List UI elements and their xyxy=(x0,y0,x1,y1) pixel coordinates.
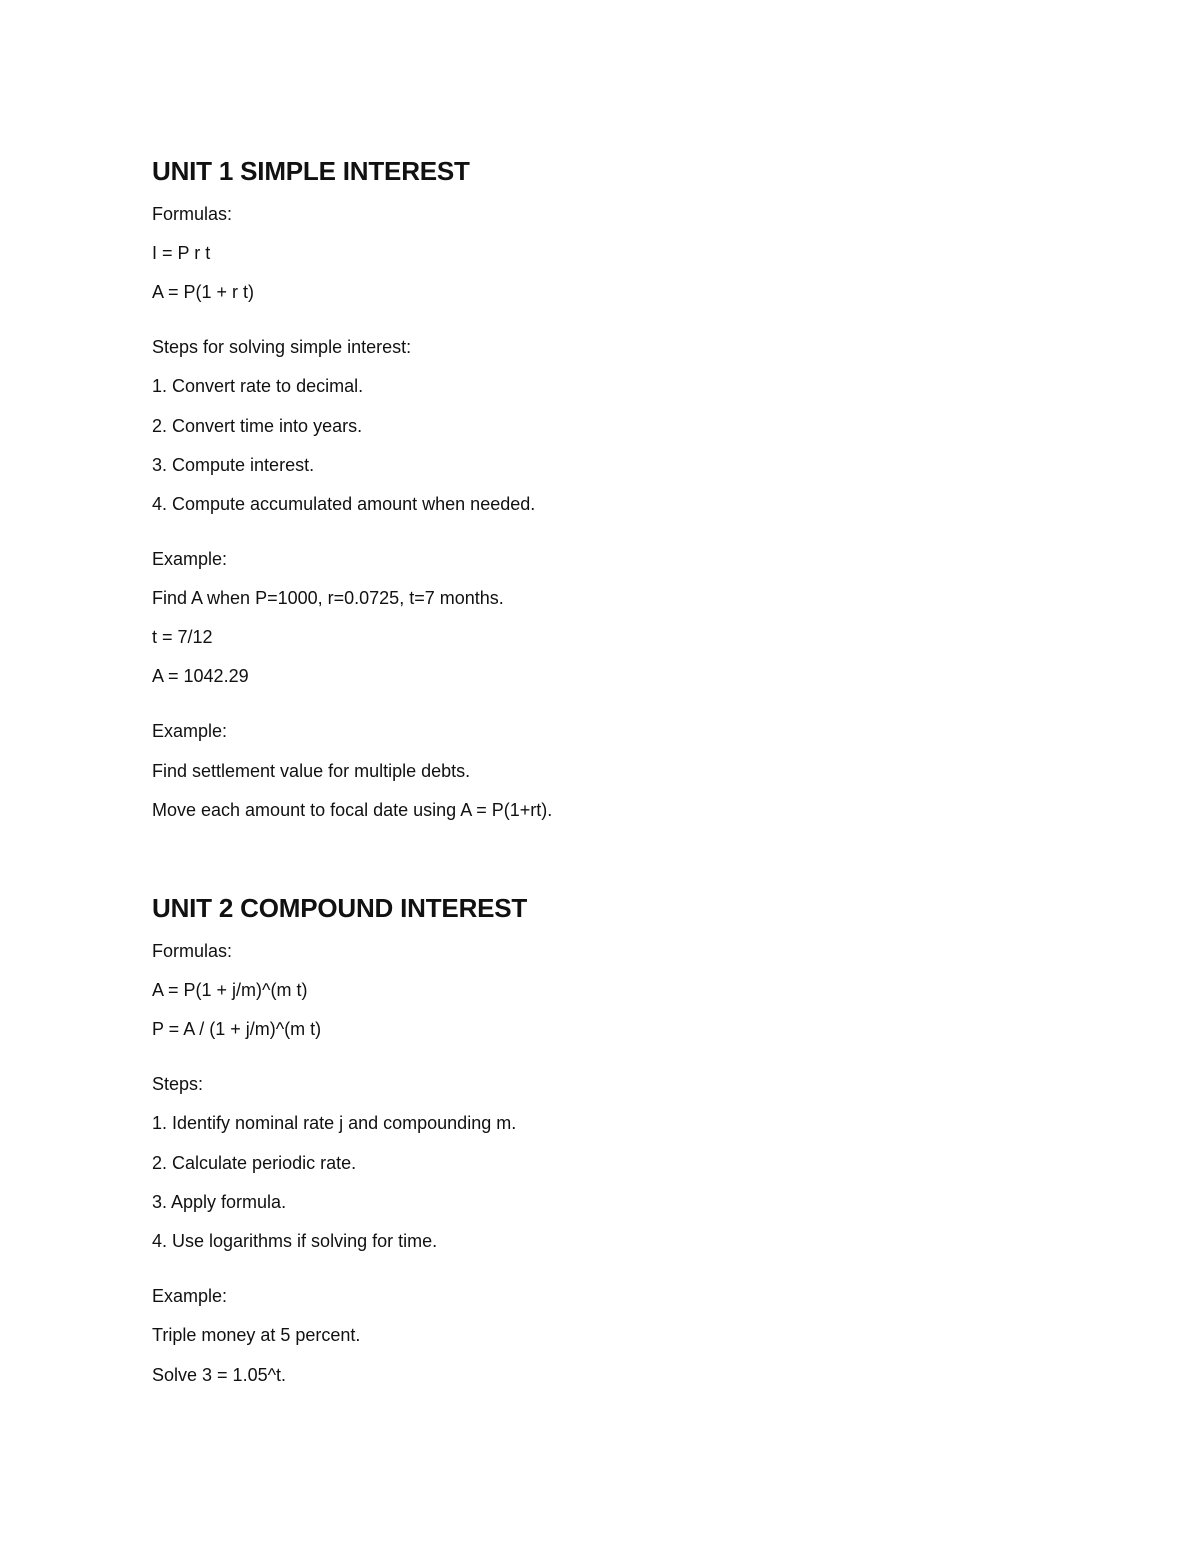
unit-1-example-2-method: Move each amount to focal date using A = P(1+rt). xyxy=(152,800,553,820)
unit-1-step-1: 1. Convert rate to decimal. xyxy=(152,376,364,396)
unit-1-example-1-answer: A = 1042.29 xyxy=(152,666,249,686)
unit-1-example-1-time: t = 7/12 xyxy=(152,627,213,647)
unit-1-example-1-problem: Find A when P=1000, r=0.0725, t=7 months. xyxy=(152,588,504,608)
unit-1-formulas-label: Formulas: xyxy=(152,204,233,224)
unit-2-formula-principal: P = A / (1 + j/m)^(m t) xyxy=(152,1019,322,1039)
unit-2-step-4: 4. Use logarithms if solving for time. xyxy=(152,1231,438,1251)
unit-1-step-4: 4. Compute accumulated amount when needed. xyxy=(152,494,536,514)
unit-1-step-3: 3. Compute interest. xyxy=(152,455,315,475)
unit-1-formula-amount: A = P(1 + r t) xyxy=(152,282,255,302)
unit-1-example-2-problem: Find settlement value for multiple debts. xyxy=(152,761,471,781)
unit-1-steps-label: Steps for solving simple interest: xyxy=(152,337,412,357)
unit-2-formula-amount: A = P(1 + j/m)^(m t) xyxy=(152,980,308,1000)
unit-2-step-1: 1. Identify nominal rate j and compounding m. xyxy=(152,1113,517,1133)
unit-2-step-3: 3. Apply formula. xyxy=(152,1192,287,1212)
unit-1-step-2: 2. Convert time into years. xyxy=(152,416,363,436)
unit-1-formula-interest: I = P r t xyxy=(152,243,211,263)
unit-2-step-2: 2. Calculate periodic rate. xyxy=(152,1153,357,1173)
unit-2-example-label: Example: xyxy=(152,1286,228,1306)
unit-1-example-1-label: Example: xyxy=(152,549,228,569)
unit-1-heading: UNIT 1 SIMPLE INTEREST xyxy=(152,156,470,186)
unit-2-example-problem: Triple money at 5 percent. xyxy=(152,1325,361,1345)
unit-2-formulas-label: Formulas: xyxy=(152,941,233,961)
unit-1-example-2-label: Example: xyxy=(152,721,228,741)
unit-2-example-equation: Solve 3 = 1.05^t. xyxy=(152,1365,287,1385)
unit-2-heading: UNIT 2 COMPOUND INTEREST xyxy=(152,893,528,923)
unit-2-steps-label: Steps: xyxy=(152,1074,204,1094)
